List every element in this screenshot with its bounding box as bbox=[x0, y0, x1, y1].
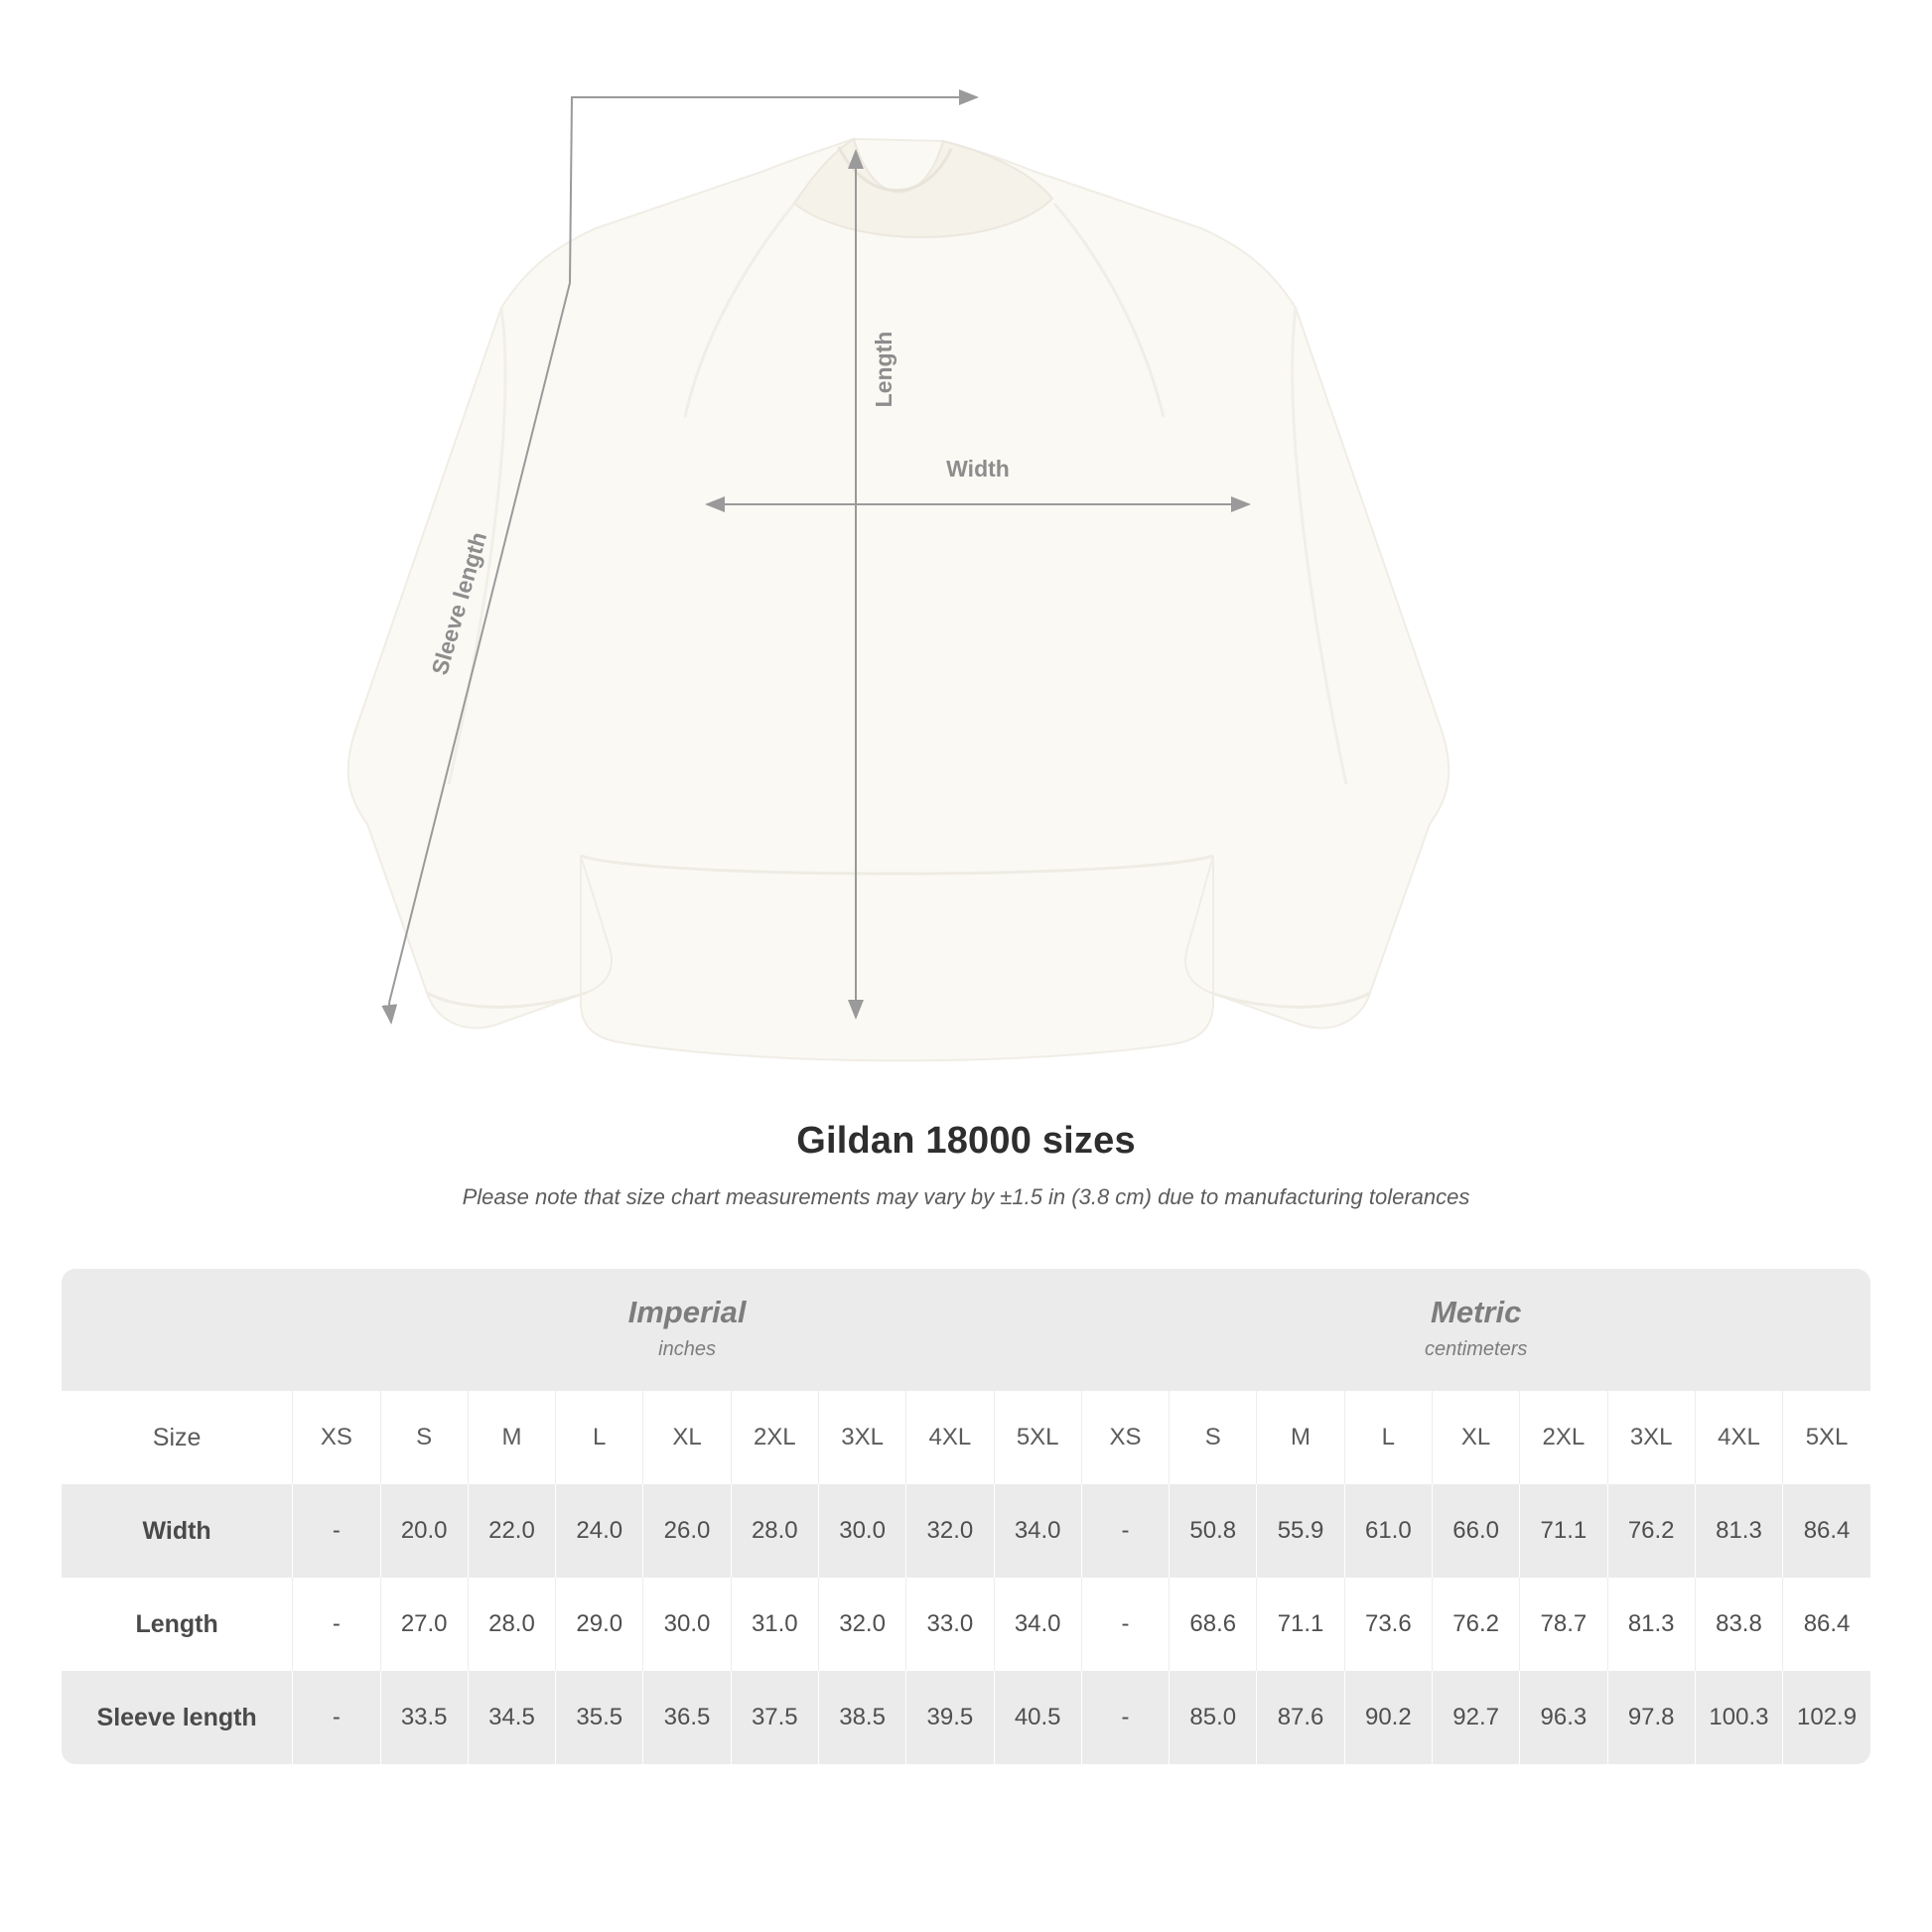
header-size-metric-8: 5XL bbox=[1783, 1391, 1870, 1484]
sleeve-imperial-7: 39.5 bbox=[906, 1671, 994, 1764]
width-imperial-3: 24.0 bbox=[556, 1484, 643, 1578]
header-size-label: Size bbox=[62, 1391, 293, 1484]
header-size-imperial-0: XS bbox=[293, 1391, 380, 1484]
page-title: Gildan 18000 sizes bbox=[796, 1120, 1136, 1162]
header-size-metric-6: 3XL bbox=[1607, 1391, 1695, 1484]
sleeve-metric-0: - bbox=[1081, 1671, 1169, 1764]
label-length: Length bbox=[871, 331, 897, 408]
measurement-note: Please note that size chart measurements may vary by ±1.5 in (3.8 cm) due to manufacturing tolerances bbox=[462, 1184, 1470, 1209]
header-size-imperial-6: 3XL bbox=[818, 1391, 905, 1484]
header-size-metric-2: M bbox=[1257, 1391, 1344, 1484]
length-imperial-1: 27.0 bbox=[380, 1578, 468, 1671]
sleeve-metric-5: 96.3 bbox=[1520, 1671, 1607, 1764]
header-size-imperial-3: L bbox=[556, 1391, 643, 1484]
unit-metric-name: Metric bbox=[1431, 1295, 1522, 1329]
width-imperial-2: 22.0 bbox=[468, 1484, 555, 1578]
unit-metric-sub: centimeters bbox=[1424, 1338, 1528, 1360]
unit-group-imperial bbox=[293, 1269, 1082, 1391]
sleeve-imperial-1: 33.5 bbox=[380, 1671, 468, 1764]
size-table-wrap bbox=[62, 1269, 1870, 1764]
header-size-imperial-8: 5XL bbox=[994, 1391, 1081, 1484]
sleeve-imperial-6: 38.5 bbox=[818, 1671, 905, 1764]
width-metric-5: 71.1 bbox=[1520, 1484, 1607, 1578]
length-metric-5: 78.7 bbox=[1520, 1578, 1607, 1671]
length-metric-7: 83.8 bbox=[1695, 1578, 1782, 1671]
length-metric-1: 68.6 bbox=[1170, 1578, 1257, 1671]
header-size-imperial-5: 2XL bbox=[731, 1391, 818, 1484]
length-imperial-5: 31.0 bbox=[731, 1578, 818, 1671]
sleeve-metric-1: 85.0 bbox=[1170, 1671, 1257, 1764]
sleeve-metric-6: 97.8 bbox=[1607, 1671, 1695, 1764]
header-size-metric-0: XS bbox=[1081, 1391, 1169, 1484]
width-metric-6: 76.2 bbox=[1607, 1484, 1695, 1578]
title-block bbox=[0, 1120, 1932, 1210]
width-metric-0: - bbox=[1081, 1484, 1169, 1578]
length-imperial-3: 29.0 bbox=[556, 1578, 643, 1671]
width-metric-3: 61.0 bbox=[1344, 1484, 1432, 1578]
row-label-width: Width bbox=[62, 1484, 293, 1578]
unit-group-metric bbox=[1081, 1269, 1870, 1391]
length-imperial-7: 33.0 bbox=[906, 1578, 994, 1671]
header-size-metric-4: XL bbox=[1432, 1391, 1519, 1484]
size-header-row bbox=[62, 1391, 1870, 1484]
width-imperial-1: 20.0 bbox=[380, 1484, 468, 1578]
header-size-metric-1: S bbox=[1170, 1391, 1257, 1484]
width-imperial-0: - bbox=[293, 1484, 380, 1578]
sleeve-imperial-4: 36.5 bbox=[643, 1671, 731, 1764]
row-label-length: Length bbox=[62, 1578, 293, 1671]
width-metric-2: 55.9 bbox=[1257, 1484, 1344, 1578]
length-metric-2: 71.1 bbox=[1257, 1578, 1344, 1671]
header-size-imperial-4: XL bbox=[643, 1391, 731, 1484]
header-size-metric-5: 2XL bbox=[1520, 1391, 1607, 1484]
header-size-metric-3: L bbox=[1344, 1391, 1432, 1484]
table-row bbox=[62, 1578, 1870, 1671]
width-imperial-4: 26.0 bbox=[643, 1484, 731, 1578]
header-size-imperial-7: 4XL bbox=[906, 1391, 994, 1484]
sleeve-metric-8: 102.9 bbox=[1783, 1671, 1870, 1764]
length-imperial-4: 30.0 bbox=[643, 1578, 731, 1671]
width-imperial-5: 28.0 bbox=[731, 1484, 818, 1578]
unit-imperial-sub: inches bbox=[658, 1338, 716, 1360]
length-metric-0: - bbox=[1081, 1578, 1169, 1671]
length-imperial-6: 32.0 bbox=[818, 1578, 905, 1671]
unit-header-row bbox=[62, 1269, 1870, 1391]
width-metric-1: 50.8 bbox=[1170, 1484, 1257, 1578]
width-imperial-6: 30.0 bbox=[818, 1484, 905, 1578]
sleeve-metric-4: 92.7 bbox=[1432, 1671, 1519, 1764]
sleeve-imperial-8: 40.5 bbox=[994, 1671, 1081, 1764]
length-metric-3: 73.6 bbox=[1344, 1578, 1432, 1671]
length-imperial-8: 34.0 bbox=[994, 1578, 1081, 1671]
label-sleeve-length: Sleeve length bbox=[426, 528, 492, 678]
table-row bbox=[62, 1671, 1870, 1764]
sleeve-imperial-5: 37.5 bbox=[731, 1671, 818, 1764]
length-metric-6: 81.3 bbox=[1607, 1578, 1695, 1671]
sleeve-metric-7: 100.3 bbox=[1695, 1671, 1782, 1764]
row-label-sleeve-length: Sleeve length bbox=[62, 1671, 293, 1764]
width-imperial-8: 34.0 bbox=[994, 1484, 1081, 1578]
length-metric-4: 76.2 bbox=[1432, 1578, 1519, 1671]
sleeve-imperial-3: 35.5 bbox=[556, 1671, 643, 1764]
width-metric-4: 66.0 bbox=[1432, 1484, 1519, 1578]
width-imperial-7: 32.0 bbox=[906, 1484, 994, 1578]
header-size-imperial-1: S bbox=[380, 1391, 468, 1484]
width-metric-8: 86.4 bbox=[1783, 1484, 1870, 1578]
unit-imperial-name: Imperial bbox=[627, 1295, 747, 1329]
sleeve-metric-2: 87.6 bbox=[1257, 1671, 1344, 1764]
label-width: Width bbox=[946, 456, 1010, 482]
size-table bbox=[62, 1269, 1870, 1764]
table-row bbox=[62, 1484, 1870, 1578]
unit-header-spacer bbox=[62, 1269, 293, 1391]
sweatshirt-shape bbox=[348, 139, 1449, 1060]
length-imperial-0: - bbox=[293, 1578, 380, 1671]
width-metric-7: 81.3 bbox=[1695, 1484, 1782, 1578]
sleeve-metric-3: 90.2 bbox=[1344, 1671, 1432, 1764]
length-imperial-2: 28.0 bbox=[468, 1578, 555, 1671]
sleeve-imperial-2: 34.5 bbox=[468, 1671, 555, 1764]
length-metric-8: 86.4 bbox=[1783, 1578, 1870, 1671]
header-size-metric-7: 4XL bbox=[1695, 1391, 1782, 1484]
sleeve-imperial-0: - bbox=[293, 1671, 380, 1764]
header-size-imperial-2: M bbox=[468, 1391, 555, 1484]
